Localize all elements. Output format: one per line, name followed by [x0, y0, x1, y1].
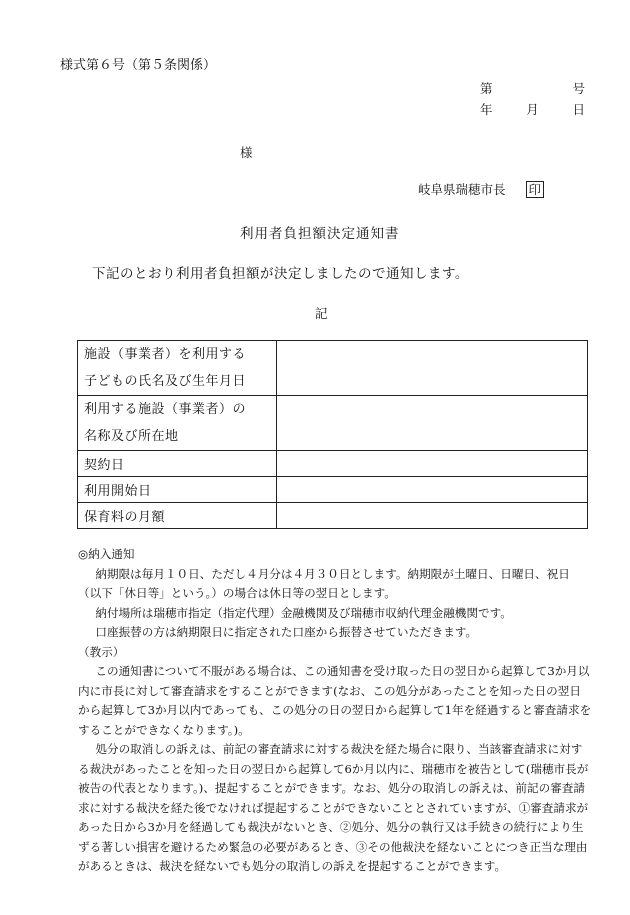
- sender-name: 岐阜県瑞穂市長: [418, 182, 506, 197]
- row-label: 保育料の月額: [78, 503, 277, 529]
- doc-number-prefix: 第: [480, 81, 493, 96]
- date-year: 年: [480, 102, 493, 117]
- document-title: 利用者負担額決定通知書: [240, 226, 400, 242]
- date-day: 日: [572, 102, 585, 117]
- ki-heading: 記: [315, 306, 328, 321]
- row-label: 利用開始日: [78, 477, 277, 503]
- document-date: [480, 100, 585, 118]
- facility-name-address-field[interactable]: [277, 396, 588, 451]
- contract-date-field[interactable]: [277, 451, 588, 477]
- row-label: 施設（事業者）を利用する 子どもの氏名及び生年月日: [78, 341, 277, 396]
- intro-text: 下記のとおり利用者負担額が決定しましたので通知します。: [92, 266, 469, 282]
- payment-heading: ◎納入通知: [78, 547, 135, 561]
- seal-mark: 印: [526, 181, 545, 198]
- table-row: [78, 396, 588, 451]
- date-month: 月: [526, 102, 539, 117]
- instruction-paragraph-2: 処分の取消しの訴えは、前記の審査請求に対する裁決を経た場合に限り、当該審査請求に対する裁決があったことを知った日の翌日から起算して6か月以内に、瑞穂市を被告として(瑞穂市長が被告の代表となります。)、提起することができます。なお、処分の取消しの訴えは、前記の審査請求に対する裁決を経た後でなければ提起することができないこととされていますが、①審査請求があった日から3か月を経過しても裁決がないとき、②処分、処分の執行又は手続きの続行により生ずる著しい損害を避けるため緊急の必要があるとき、③その他裁決を経ないことにつき正当な理由があるときは、裁決を経ないでも処分の取消しの訴えを提起することができます。: [78, 742, 589, 873]
- child-name-birthdate-field[interactable]: [277, 341, 588, 396]
- payment-paragraph-1: 納期限は毎月１０日、ただし４月分は４月３０日とします。納期限が土曜日、日曜日、祝日（以下「休日等」という。）の場合は休日等の翌日とします。: [78, 566, 570, 600]
- instruction-paragraph-1: この通知書について不服がある場合は、この通知書を受け取った日の翌日から起算して3か月以内に市長に対して審査請求をすることができます(なお、この処分があったことを知った日の翌日から起算して3か月以内であっても、この処分の日の翌日から起算して1年を経過すると審査請求をすることができなくなります。)。: [78, 664, 592, 737]
- row-label: 利用する施設（事業者）の 名称及び所在地: [78, 396, 277, 451]
- addressee: 様: [240, 145, 253, 160]
- payment-paragraph-2: 納付場所は瑞穂市指定（指定代理）金融機関及び瑞穂市収納代理金融機関です。: [95, 605, 512, 620]
- start-date-field[interactable]: [277, 477, 588, 503]
- table-row: [78, 341, 588, 396]
- table-row: [78, 503, 588, 529]
- instruction-heading: （教示）: [78, 644, 125, 659]
- table-row: [78, 451, 588, 477]
- sender: [418, 180, 544, 198]
- document-number: [480, 79, 585, 97]
- doc-number-suffix: 号: [572, 81, 585, 96]
- table-row: [78, 477, 588, 503]
- row-label: 契約日: [78, 451, 277, 477]
- payment-paragraph-3: 口座振替の方は納期限日に指定された口座から振替させていただきます。: [95, 625, 478, 639]
- form-number: 様式第６号（第５条関係）: [60, 58, 217, 73]
- notes-section: [78, 545, 592, 877]
- info-table: [77, 340, 588, 529]
- monthly-fee-field[interactable]: [277, 503, 588, 529]
